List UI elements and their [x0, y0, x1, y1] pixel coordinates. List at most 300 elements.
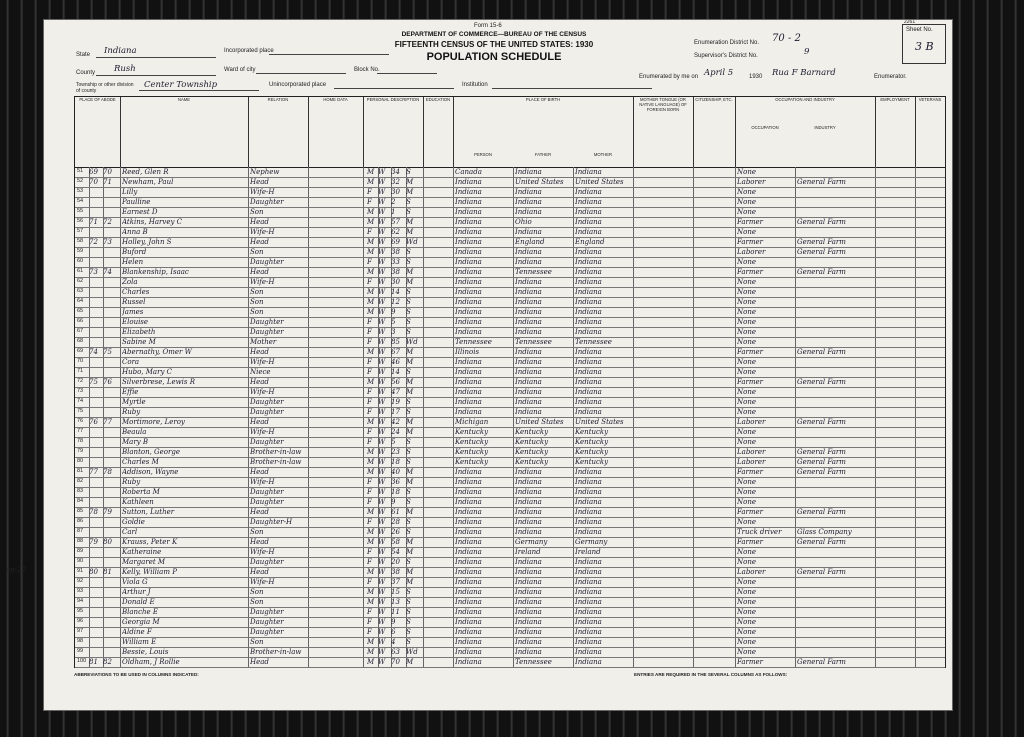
- col-occupation-title: OCCUPATION AND INDUSTRY: [775, 97, 835, 102]
- cell-father: Indiana: [515, 578, 542, 586]
- incorporated-underline: [269, 54, 389, 55]
- cell-race: W: [378, 518, 386, 526]
- cell-rel: Daughter: [250, 198, 284, 206]
- cell-rel: Head: [250, 268, 269, 276]
- cell-father: Indiana: [515, 328, 542, 336]
- cell-rel: Son: [250, 308, 264, 316]
- cell-age: 46: [391, 358, 400, 366]
- cell-fam: 75: [103, 348, 112, 356]
- cell-rel: Wife-H: [250, 478, 275, 486]
- population-table: [74, 96, 946, 668]
- cell-line: 96: [77, 618, 84, 624]
- cell-mother: Indiana: [575, 408, 602, 416]
- cell-father: Indiana: [515, 288, 542, 296]
- cell-ms: S: [406, 258, 411, 266]
- cell-sex: M: [367, 458, 375, 466]
- cell-father: Germany: [515, 538, 548, 546]
- cell-age: 26: [391, 528, 400, 536]
- cell-sex: F: [367, 388, 372, 396]
- cell-occ: None: [737, 498, 756, 506]
- cell-mother: Kentucky: [575, 448, 609, 456]
- cell-name: Anna B: [122, 228, 148, 236]
- cell-father: Indiana: [515, 348, 542, 356]
- cell-occ: None: [737, 408, 756, 416]
- cell-father: Indiana: [515, 208, 542, 216]
- cell-mother: Indiana: [575, 368, 602, 376]
- cell-mother: Indiana: [575, 508, 602, 516]
- cell-age: 62: [391, 228, 400, 236]
- cell-name: Beaula: [122, 428, 147, 436]
- cell-race: W: [378, 538, 386, 546]
- cell-person: Indiana: [455, 588, 482, 596]
- cell-occ: None: [737, 478, 756, 486]
- cell-mother: Indiana: [575, 498, 602, 506]
- cell-fam: 82: [103, 658, 112, 666]
- cell-sex: M: [367, 528, 375, 536]
- cell-race: W: [378, 198, 386, 206]
- cell-rel: Daughter: [250, 258, 284, 266]
- col-occupation: [735, 97, 876, 167]
- cell-ms: S: [406, 198, 411, 206]
- cell-rel: Head: [250, 238, 269, 246]
- cell-race: W: [378, 218, 386, 226]
- cell-father: United States: [515, 418, 564, 426]
- cell-sex: F: [367, 408, 372, 416]
- cell-occ: Farmer: [737, 218, 764, 226]
- corner-number: 2261: [904, 20, 916, 25]
- cell-fam: 71: [103, 178, 112, 186]
- cell-rel: Daughter: [250, 328, 284, 336]
- cell-name: Viola G: [122, 578, 148, 586]
- incorporated-label: Incorporated place: [224, 48, 274, 54]
- cell-father: Indiana: [515, 408, 542, 416]
- cell-ms: S: [406, 408, 411, 416]
- cell-ind: General Farm: [797, 568, 846, 576]
- cell-rel: Wife-H: [250, 578, 275, 586]
- cell-mother: Kentucky: [575, 438, 609, 446]
- cell-ms: S: [406, 598, 411, 606]
- cell-race: W: [378, 268, 386, 276]
- cell-occ: None: [737, 228, 756, 236]
- cell-person: Indiana: [455, 658, 482, 666]
- cell-ms: S: [406, 208, 411, 216]
- cell-age: 33: [391, 258, 400, 266]
- cell-age: 61: [391, 508, 400, 516]
- cell-line: 74: [77, 398, 84, 404]
- cell-name: Mary B: [122, 438, 149, 446]
- cell-name: Earnest D: [122, 208, 158, 216]
- cell-fam: 77: [103, 418, 112, 426]
- cell-rel: Daughter: [250, 628, 284, 636]
- cell-line: 54: [77, 198, 84, 204]
- cell-ms: S: [406, 528, 411, 536]
- cell-dw: 69: [89, 168, 98, 176]
- cell-age: 28: [391, 518, 400, 526]
- cell-ind: General Farm: [797, 448, 846, 456]
- cell-person: Indiana: [455, 628, 482, 636]
- cell-age: 40: [391, 468, 400, 476]
- cell-race: W: [378, 588, 386, 596]
- cell-occ: None: [737, 308, 756, 316]
- col-birth-person: PERSON: [474, 152, 492, 157]
- cell-person: Indiana: [455, 258, 482, 266]
- cell-rel: Mother: [250, 338, 277, 346]
- cell-mother: Indiana: [575, 518, 602, 526]
- cell-mother: Indiana: [575, 308, 602, 316]
- cell-rel: Wife-H: [250, 228, 275, 236]
- census-title: FIFTEENTH CENSUS OF THE UNITED STATES: 1930: [394, 40, 594, 49]
- cell-age: 9: [391, 498, 396, 506]
- cell-race: W: [378, 408, 386, 416]
- cell-age: 1: [391, 208, 396, 216]
- cell-race: W: [378, 238, 386, 246]
- cell-name: Holley, John S: [122, 238, 172, 246]
- cell-race: W: [378, 338, 386, 346]
- cell-name: Buford: [122, 248, 147, 256]
- enum-district-label: Enumeration District No.: [694, 40, 760, 46]
- cell-occ: Laborer: [737, 248, 766, 256]
- cell-sex: F: [367, 198, 372, 206]
- cell-rel: Daughter: [250, 488, 284, 496]
- cell-race: W: [378, 498, 386, 506]
- cell-occ: Truck driver: [737, 528, 782, 536]
- cell-race: W: [378, 548, 386, 556]
- cell-line: 64: [77, 298, 84, 304]
- cell-mother: Indiana: [575, 628, 602, 636]
- cell-sex: F: [367, 328, 372, 336]
- cell-rel: Daughter: [250, 558, 284, 566]
- cell-father: Indiana: [515, 198, 542, 206]
- cell-ms: S: [406, 608, 411, 616]
- cell-rel: Wife-H: [250, 388, 275, 396]
- cell-mother: Germany: [575, 538, 608, 546]
- cell-occ: None: [737, 328, 756, 336]
- cell-age: 63: [391, 648, 400, 656]
- cell-age: 12: [391, 298, 400, 306]
- cell-sex: M: [367, 168, 375, 176]
- cell-name: Newham, Paul: [122, 178, 174, 186]
- col-mother-tongue: MOTHER TONGUE (OR NATIVE LANGUAGE) OF FOREIGN BORN: [633, 97, 694, 167]
- cell-father: Indiana: [515, 318, 542, 326]
- cell-father: England: [515, 238, 545, 246]
- cell-name: Carl: [122, 528, 138, 536]
- cell-rel: Son: [250, 208, 264, 216]
- cell-age: 5: [391, 438, 396, 446]
- col-birth-father: FATHER: [534, 152, 552, 157]
- cell-rel: Wife-H: [250, 428, 275, 436]
- cell-person: Indiana: [455, 228, 482, 236]
- cell-rel: Head: [250, 468, 269, 476]
- cell-name: Russel: [122, 298, 146, 306]
- cell-father: Indiana: [515, 588, 542, 596]
- cell-ms: M: [406, 508, 414, 516]
- cell-age: 47: [391, 388, 400, 396]
- cell-sex: F: [367, 518, 372, 526]
- cell-rel: Son: [250, 248, 264, 256]
- county-value: Rush: [114, 64, 136, 74]
- cell-name: James: [122, 308, 144, 316]
- cell-sex: M: [367, 508, 375, 516]
- cell-ms: S: [406, 518, 411, 526]
- cell-sex: F: [367, 358, 372, 366]
- entries-title: ENTRIES ARE REQUIRED IN THE SEVERAL COLUMNS AS FOLLOWS:: [634, 672, 788, 677]
- cell-race: W: [378, 568, 386, 576]
- cell-line: 71: [77, 368, 84, 374]
- cell-race: W: [378, 178, 386, 186]
- cell-person: Kentucky: [455, 448, 489, 456]
- cell-race: W: [378, 618, 386, 626]
- cell-age: 18: [391, 458, 400, 466]
- cell-person: Indiana: [455, 608, 482, 616]
- cell-ms: M: [406, 658, 414, 666]
- cell-father: Kentucky: [515, 428, 549, 436]
- cell-person: Indiana: [455, 478, 482, 486]
- cell-father: Indiana: [515, 398, 542, 406]
- cell-sex: M: [367, 418, 375, 426]
- cell-line: 51: [77, 168, 84, 174]
- cell-ms: M: [406, 348, 414, 356]
- cell-race: W: [378, 508, 386, 516]
- cell-mother: Indiana: [575, 588, 602, 596]
- cell-name: Ruby: [122, 478, 141, 486]
- cell-occ: Farmer: [737, 508, 764, 516]
- cell-occ: Laborer: [737, 178, 766, 186]
- cell-mother: United States: [575, 418, 624, 426]
- cell-sex: F: [367, 228, 372, 236]
- cell-name: Helen: [122, 258, 144, 266]
- cell-occ: None: [737, 368, 756, 376]
- cell-name: Ruby: [122, 408, 141, 416]
- cell-rel: Head: [250, 348, 269, 356]
- cell-ms: M: [406, 178, 414, 186]
- cell-father: Indiana: [515, 308, 542, 316]
- cell-sex: F: [367, 618, 372, 626]
- cell-race: W: [378, 328, 386, 336]
- cell-rel: Daughter: [250, 408, 284, 416]
- cell-occ: Farmer: [737, 348, 764, 356]
- cell-race: W: [378, 438, 386, 446]
- cell-line: 98: [77, 638, 84, 644]
- cell-ms: M: [406, 228, 414, 236]
- cell-ms: S: [406, 298, 411, 306]
- cell-occ: None: [737, 608, 756, 616]
- cell-line: 78: [77, 438, 84, 444]
- enumerated-year: 1930: [749, 74, 763, 80]
- unincorporated-underline: [334, 88, 454, 89]
- cell-occ: None: [737, 518, 756, 526]
- cell-race: W: [378, 488, 386, 496]
- schedule-title: POPULATION SCHEDULE: [426, 51, 562, 63]
- cell-sex: F: [367, 278, 372, 286]
- cell-mother: Indiana: [575, 618, 602, 626]
- cell-ms: M: [406, 218, 414, 226]
- cell-name: Charles M: [122, 458, 159, 466]
- cell-person: Indiana: [455, 328, 482, 336]
- cell-sex: M: [367, 468, 375, 476]
- cell-person: Canada: [455, 168, 482, 176]
- cell-rel: Son: [250, 298, 264, 306]
- cell-age: 85: [391, 338, 400, 346]
- cell-age: 36: [391, 478, 400, 486]
- cell-age: 13: [391, 598, 400, 606]
- cell-ms: Wd: [406, 238, 418, 246]
- cell-name: Katheraine: [122, 548, 162, 556]
- col-place-of-abode: PLACE OF ABODE: [75, 97, 121, 167]
- cell-person: Indiana: [455, 488, 482, 496]
- cell-rel: Daughter: [250, 608, 284, 616]
- cell-father: Indiana: [515, 528, 542, 536]
- cell-race: W: [378, 318, 386, 326]
- cell-person: Indiana: [455, 648, 482, 656]
- cell-sex: F: [367, 318, 372, 326]
- cell-mother: Indiana: [575, 388, 602, 396]
- cell-race: W: [378, 638, 386, 646]
- cell-line: 79: [77, 448, 84, 454]
- cell-father: Indiana: [515, 618, 542, 626]
- state-label: State: [76, 52, 91, 58]
- cell-line: 95: [77, 608, 84, 614]
- cell-age: 37: [391, 578, 400, 586]
- cell-sex: F: [367, 558, 372, 566]
- cell-father: Indiana: [515, 568, 542, 576]
- cell-sex: M: [367, 598, 375, 606]
- supervisor-value: 9: [804, 47, 810, 57]
- cell-person: Indiana: [455, 178, 482, 186]
- cell-rel: Wife-H: [250, 548, 275, 556]
- cell-race: W: [378, 228, 386, 236]
- cell-age: 15: [391, 588, 400, 596]
- cell-occ: Laborer: [737, 418, 766, 426]
- cell-race: W: [378, 608, 386, 616]
- cell-ms: S: [406, 318, 411, 326]
- cell-line: 93: [77, 588, 84, 594]
- cell-name: Myrtle: [122, 398, 146, 406]
- cell-person: Indiana: [455, 558, 482, 566]
- cell-name: Atkins, Harvey C: [122, 218, 183, 226]
- cell-mother: Kentucky: [575, 458, 609, 466]
- cell-name: Blanton, George: [122, 448, 180, 456]
- cell-person: Indiana: [455, 358, 482, 366]
- cell-race: W: [378, 628, 386, 636]
- cell-fam: 70: [103, 168, 112, 176]
- cell-name: Zola: [122, 278, 138, 286]
- cell-age: 58: [391, 538, 400, 546]
- cell-line: 55: [77, 208, 84, 214]
- cell-mother: Indiana: [575, 348, 602, 356]
- cell-rel: Head: [250, 508, 269, 516]
- cell-father: Indiana: [515, 278, 542, 286]
- col-occupation-sub: OCCUPATION: [751, 125, 779, 130]
- cell-sex: F: [367, 438, 372, 446]
- cell-father: United States: [515, 178, 564, 186]
- cell-fam: 76: [103, 378, 112, 386]
- cell-occ: None: [737, 318, 756, 326]
- cell-sex: M: [367, 538, 375, 546]
- cell-age: 9: [391, 308, 396, 316]
- cell-line: 57: [77, 228, 84, 234]
- cell-ms: S: [406, 448, 411, 456]
- cell-age: 9: [391, 618, 396, 626]
- cell-father: Kentucky: [515, 438, 549, 446]
- cell-race: W: [378, 258, 386, 266]
- cell-name: Lilly: [122, 188, 138, 196]
- cell-line: 62: [77, 278, 84, 284]
- cell-person: Indiana: [455, 268, 482, 276]
- cell-person: Indiana: [455, 638, 482, 646]
- cell-occ: None: [737, 598, 756, 606]
- cell-name: Georgia M: [122, 618, 160, 626]
- cell-race: W: [378, 418, 386, 426]
- cell-name: Aldine F: [122, 628, 152, 636]
- cell-fam: 74: [103, 268, 112, 276]
- cell-race: W: [378, 288, 386, 296]
- cell-rel: Daughter: [250, 618, 284, 626]
- cell-ms: S: [406, 488, 411, 496]
- cell-race: W: [378, 298, 386, 306]
- cell-mother: Indiana: [575, 598, 602, 606]
- block-label: Block No.: [354, 67, 380, 73]
- cell-rel: Son: [250, 288, 264, 296]
- cell-name: Goldie: [122, 518, 145, 526]
- cell-rel: Daughter-H: [250, 518, 293, 526]
- cell-race: W: [378, 398, 386, 406]
- cell-person: Indiana: [455, 578, 482, 586]
- sheet-value: 3 B: [915, 40, 934, 53]
- cell-father: Indiana: [515, 368, 542, 376]
- county-underline: [96, 75, 216, 76]
- cell-ms: S: [406, 628, 411, 636]
- cell-name: Krauss, Peter K: [122, 538, 178, 546]
- cell-occ: None: [737, 618, 756, 626]
- cell-mother: Indiana: [575, 228, 602, 236]
- cell-name: Elizabeth: [122, 328, 156, 336]
- cell-person: Kentucky: [455, 428, 489, 436]
- cell-father: Indiana: [515, 358, 542, 366]
- township-underline: [139, 90, 259, 91]
- enumerator-name: Rua F Barnard: [772, 68, 836, 78]
- cell-ind: General Farm: [797, 348, 846, 356]
- cell-person: Indiana: [455, 298, 482, 306]
- cell-sex: M: [367, 238, 375, 246]
- cell-mother: Indiana: [575, 328, 602, 336]
- cell-race: W: [378, 278, 386, 286]
- cell-occ: None: [737, 398, 756, 406]
- cell-sex: F: [367, 608, 372, 616]
- cell-race: W: [378, 528, 386, 536]
- cell-person: Indiana: [455, 388, 482, 396]
- cell-sex: M: [367, 378, 375, 386]
- township-value: Center Township: [144, 80, 218, 90]
- cell-person: Indiana: [455, 368, 482, 376]
- col-birth-mother: MOTHER: [593, 152, 613, 157]
- cell-ms: M: [406, 578, 414, 586]
- cell-rel: Brother-in-law: [250, 458, 302, 466]
- cell-age: 14: [391, 368, 400, 376]
- cell-race: W: [378, 368, 386, 376]
- cell-person: Kentucky: [455, 438, 489, 446]
- cell-dw: 70: [89, 178, 98, 186]
- cell-ms: M: [406, 468, 414, 476]
- cell-sex: M: [367, 298, 375, 306]
- cell-rel: Son: [250, 638, 264, 646]
- cell-father: Ireland: [515, 548, 541, 556]
- cell-dw: 80: [89, 568, 98, 576]
- cell-occ: Farmer: [737, 378, 764, 386]
- cell-age: 38: [391, 568, 400, 576]
- cell-name: Reed, Glen R: [122, 168, 169, 176]
- col-education: EDUCATION: [423, 97, 454, 167]
- cell-sex: F: [367, 338, 372, 346]
